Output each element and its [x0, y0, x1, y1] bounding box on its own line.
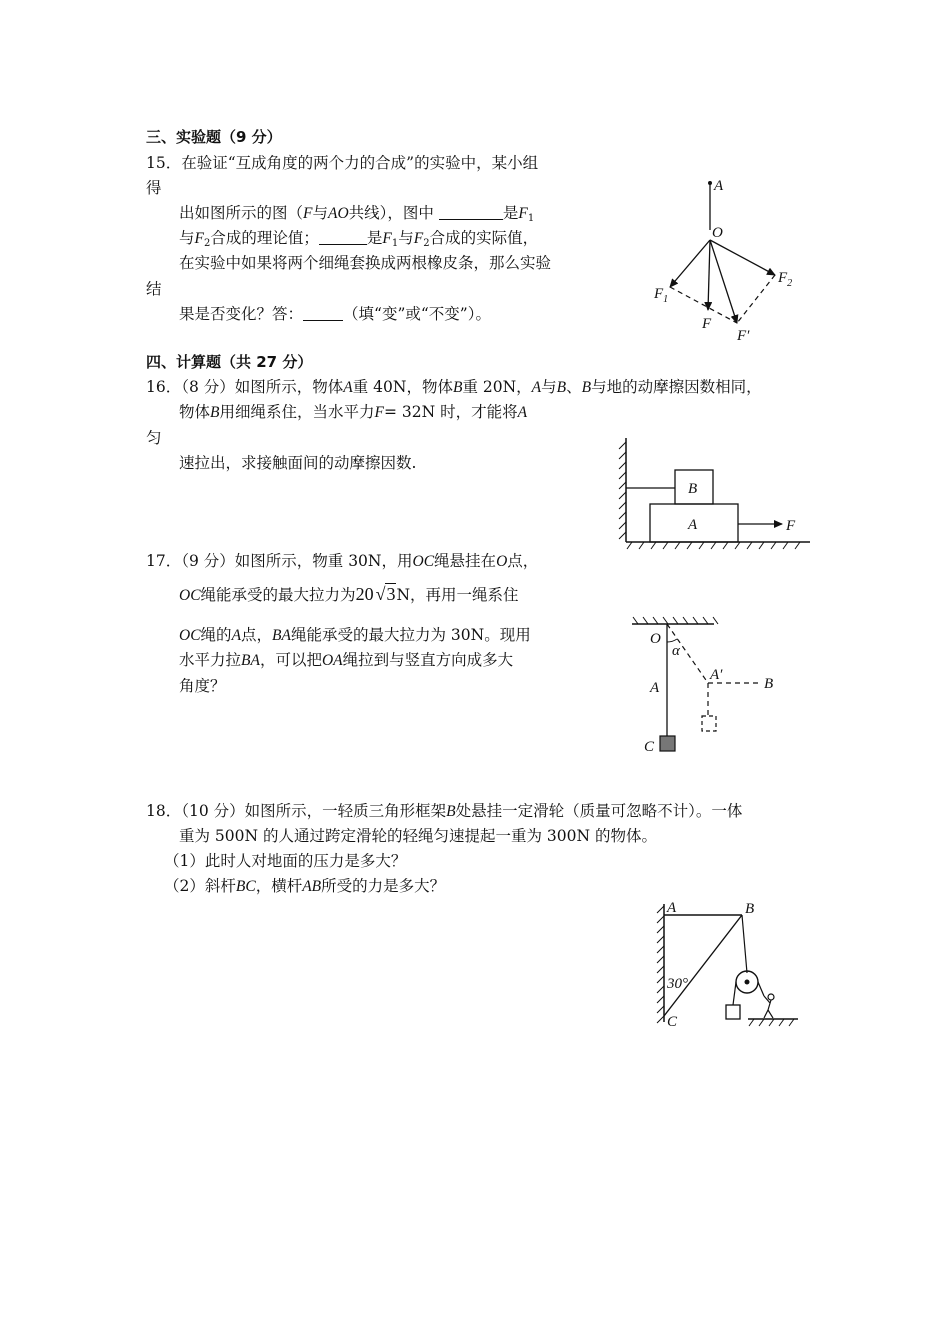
q16-line2-wrap: 匀 [146, 429, 162, 447]
q15-line5: 果是否变化？答： （填“变”或“不变”）。 [179, 305, 491, 323]
q15-label-F: F [702, 316, 712, 332]
q17-label-O: O [650, 631, 661, 647]
q17-label-alpha: α [672, 643, 680, 659]
q17-line3: OC绳的A点，BA绳能承受的最大拉力为 30N。现用 [179, 626, 531, 644]
q15-label-F2: $F_2$ [778, 270, 793, 289]
q15-force-diagram [640, 170, 810, 345]
q17-label-B: B [764, 676, 774, 692]
q18-frame-diagram [656, 898, 801, 1030]
q18-person [764, 994, 774, 1018]
q17-radicand: 3 [386, 584, 396, 604]
q16-line1: 16．（8 分）如图所示，物体A重 40N，物体B重 20N，A与B、B与地的动摩擦因数相同， [146, 378, 762, 396]
q15-label-F1: $F_1$ [654, 286, 669, 305]
answer-blank-actual[interactable] [319, 230, 367, 245]
q15-line1-wrap: 得 [146, 179, 162, 197]
q15-label-Fprime: F′ [737, 328, 750, 344]
q15-label-O: O [712, 225, 723, 241]
q16-blocks-diagram [618, 432, 813, 557]
q17-weight-C [660, 736, 675, 751]
q18-line1: 18．（10 分）如图所示，一轻质三角形框架B处悬挂一定滑轮（质量可忽略不计）。一体 [146, 802, 743, 820]
section3-title: 三、实验题（9 分） [146, 128, 282, 146]
q17-line4: 水平力拉BA，可以把OA绳拉到与竖直方向成多大 [179, 651, 514, 669]
q15-label-A: A [714, 178, 724, 194]
section4-title: 四、计算题（共 27 分） [146, 353, 313, 371]
q17-sqrt-sign: √ [375, 584, 386, 604]
q15-line1: 15．在验证“互成角度的两个力的合成”的实验中，某小组 [146, 154, 539, 172]
q18-weight [726, 1005, 740, 1019]
q18-label-B: B [745, 901, 755, 917]
q18-rod-BC [664, 915, 742, 1016]
q17-rope-diagram [628, 612, 788, 762]
q18-sub1: （1）此时人对地面的压力是多大？ [164, 852, 407, 870]
q18-sub2: （2）斜杆BC，横杆AB所受的力是多大？ [164, 877, 446, 895]
answer-blank-theoretical[interactable] [439, 205, 503, 220]
q15-line4: 在实验中如果将两个细绳套换成两根橡皮条，那么实验 [179, 254, 552, 272]
q18-label-C: C [667, 1014, 678, 1030]
q15-arrow-F1 [670, 240, 710, 287]
q16-line2: 物体B用细绳系住，当水平力F= 32N 时，才能将A [179, 403, 528, 421]
q16-label-A: A [688, 517, 698, 533]
q17-line5: 角度？ [179, 677, 226, 695]
q18-label-A: A [667, 900, 677, 916]
q17-label-Aprime: A′ [710, 667, 723, 683]
q16-label-F: F [786, 518, 796, 534]
q15-arrow-F [708, 240, 710, 310]
q18-line2: 重为 500N 的人通过跨定滑轮的轻绳匀速提起一重为 300N 的物体。 [179, 827, 658, 845]
q15-line2: 出如图所示的图（F与AO共线），图中 是$F_1$ [179, 204, 535, 224]
q17-line2: OC绳能承受的最大拉力为20 √3N，再用一绳系住 [179, 584, 519, 604]
q18-label-angle: 30° [667, 976, 688, 992]
q17-label-C: C [644, 739, 655, 755]
q15-line4-wrap: 结 [146, 280, 162, 298]
q16-line3: 速拉出，求接触面间的动摩擦因数. [179, 454, 417, 472]
answer-blank-change[interactable] [303, 306, 343, 321]
q17-line1: 17．（9 分）如图所示，物重 30N，用OC绳悬挂在O点， [146, 552, 539, 570]
q15-line3: 与$F_2$合成的理论值； 是$F_1$与$F_2$合成的实际值， [179, 229, 539, 249]
q17-coefficient: 20 [355, 584, 374, 604]
q17-label-A: A [650, 680, 660, 696]
q16-label-B: B [688, 481, 698, 497]
